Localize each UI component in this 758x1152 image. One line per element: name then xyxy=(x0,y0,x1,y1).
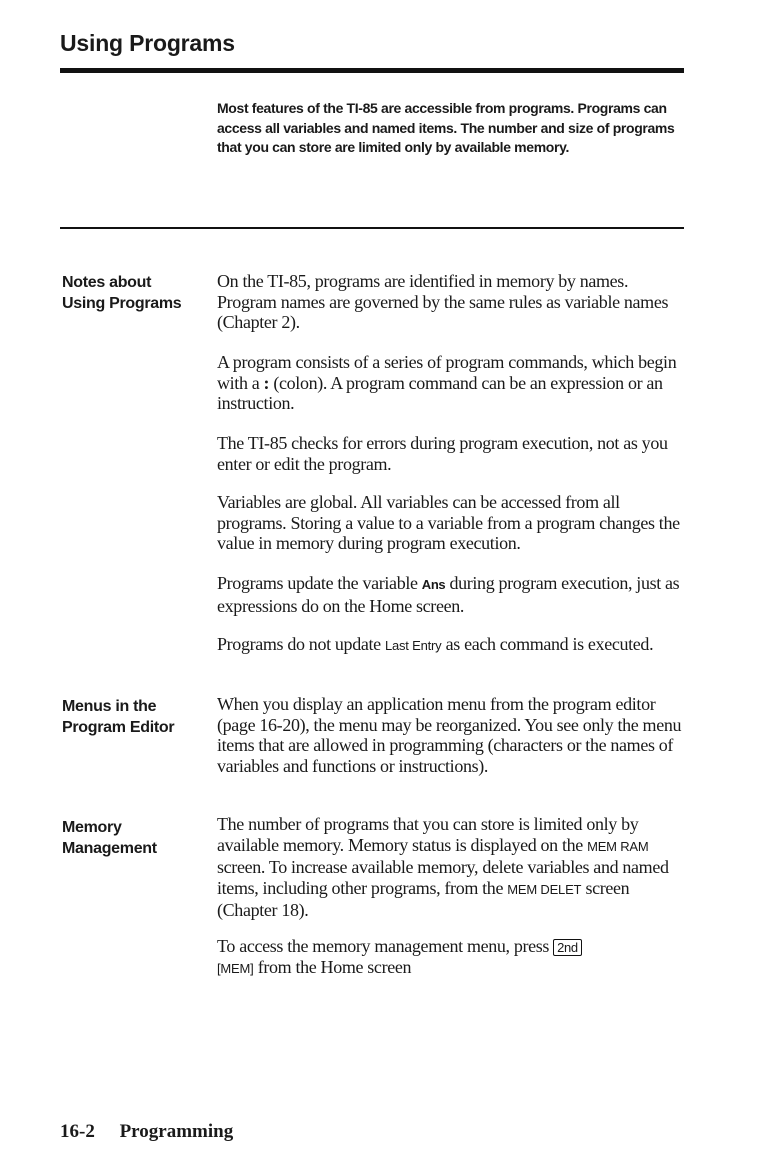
notes-p6-text-a: Programs do not update xyxy=(217,634,385,654)
colon-symbol: : xyxy=(263,372,270,393)
memory-heading-line1: Memory xyxy=(62,819,122,836)
mem-ram-screen: MEM RAM xyxy=(587,838,649,854)
notes-paragraph-4: Variables are global. All variables can be accessed from all programs. Storing a value to a variable from a program changes the value in memory during program execution. xyxy=(217,492,680,554)
notes-p5-text-a: Programs update the variable xyxy=(217,573,422,593)
memory-paragraph-2 xyxy=(217,936,689,979)
memory-heading xyxy=(62,817,157,859)
memory-p2-text-a: To access the memory management menu, press xyxy=(217,936,550,956)
notes-paragraph-1: On the TI-85, programs are identified in memory by names. Program names are governed by the same rules as variable names (Chapter 2). xyxy=(217,271,669,333)
notes-p6-text-b: as each command is executed. xyxy=(441,634,654,654)
page-title: Using Programs xyxy=(60,30,235,56)
notes-paragraph-2 xyxy=(217,352,689,414)
memory-paragraph-1 xyxy=(217,814,689,921)
mem-key-label: [MEM] xyxy=(217,960,254,976)
notes-paragraph-5 xyxy=(217,573,689,616)
memory-p1-text-a: The number of programs that you can store is limited only by available memory. Memory status is displayed on the xyxy=(217,814,639,855)
notes-p2-text-b: (colon). A program command can be an expression or an instruction. xyxy=(217,372,663,414)
notes-paragraph-6 xyxy=(217,634,689,657)
memory-p1-text-c: screen (Chapter 18). xyxy=(217,877,630,921)
menus-heading-line2: Program Editor xyxy=(62,719,175,736)
intro-summary: Most features of the TI-85 are accessible from programs. Programs can access all variables and named items. The number and size of programs that you can store are limited only by available memory. xyxy=(217,100,675,155)
memory-p2-text-b: from the Home screen xyxy=(253,956,412,977)
notes-heading xyxy=(62,272,181,314)
menus-paragraph: When you display an application menu from the program editor (page 16-20), the menu may be reorganized. You see only the menu items that are allowed in programming (characters or the names of variables and functions or instructions). xyxy=(217,694,682,776)
notes-paragraph-3: The TI-85 checks for errors during program execution, not as you enter or edit the program. xyxy=(217,433,668,474)
page-number: 16-2 xyxy=(60,1121,95,1142)
page-footer xyxy=(60,1121,233,1143)
mem-delet-screen: MEM DELET xyxy=(507,881,582,897)
notes-heading-line1: Notes about xyxy=(62,274,152,291)
memory-heading-line2: Management xyxy=(62,840,157,857)
memory-p1-text-b: screen. To increase available memory, delete variables and named items, including other programs, from the xyxy=(217,857,669,898)
notes-heading-line2: Using Programs xyxy=(62,295,182,312)
notes-p2-text-a: A program consists of a series of program commands, which begin with a xyxy=(217,352,677,393)
notes-p5-text-b: during program execution, just as expressions do on the Home screen. xyxy=(217,573,680,616)
last-entry-term: Last Entry xyxy=(384,638,442,653)
chapter-name: Programming xyxy=(119,1121,234,1142)
menus-heading xyxy=(62,696,174,738)
2nd-key-icon: 2nd xyxy=(553,939,582,956)
ans-variable: Ans xyxy=(421,577,446,592)
section-divider xyxy=(60,227,684,229)
menus-heading-line1: Menus in the xyxy=(62,698,157,715)
title-rule xyxy=(60,68,684,73)
